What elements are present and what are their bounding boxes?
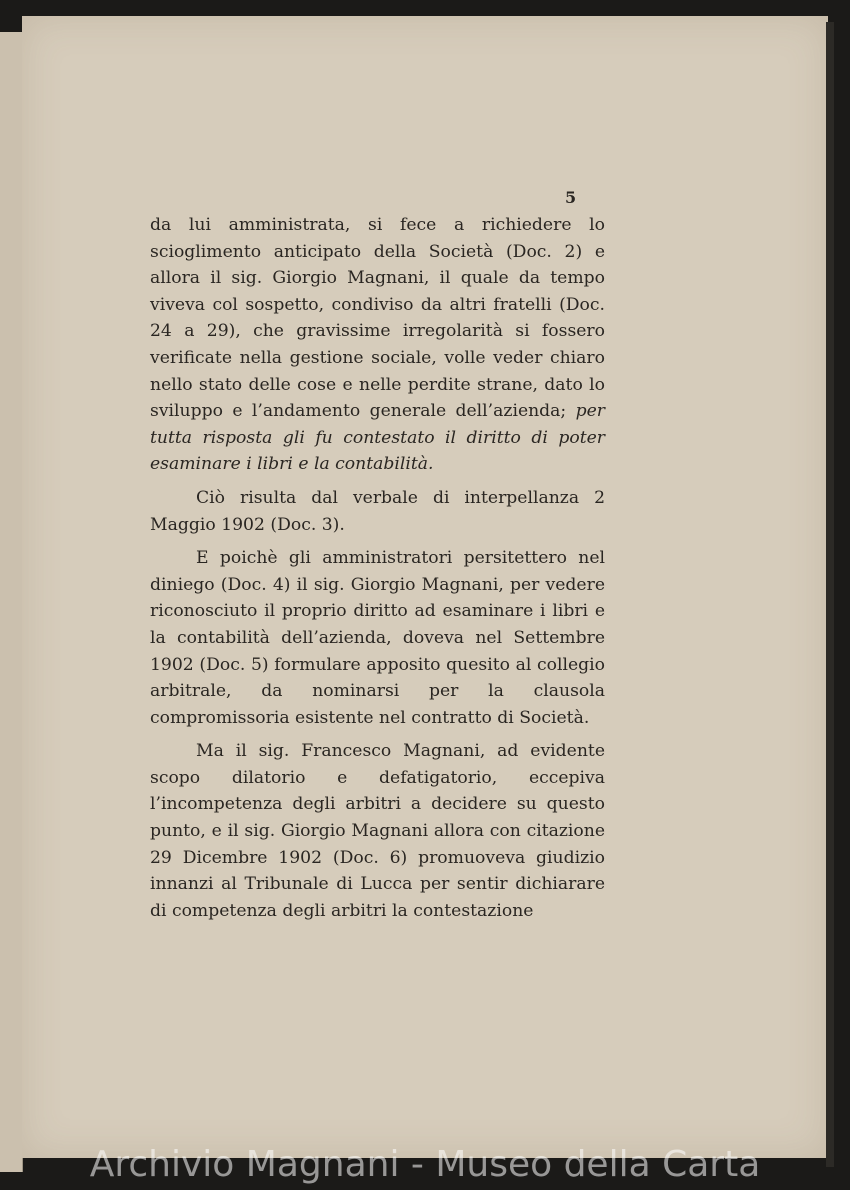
left-page-edge [0, 32, 23, 1172]
paragraph-4: Ma il sig. Francesco Magnani, ad evidente scopo dilatorio e defatigatorio, eccepiva l’incompetenza degli arbitri a decidere su questo punto, e il sig. Giorgio Magnani allora con citazione 29 Dicembre 1902 (Doc. 6) promuoveva giudizio innanzi al Tribunale di Lucca per sentir dichiarare di competenza degli arbitri la contestazione [150, 741, 605, 921]
paragraph-1 [150, 212, 605, 478]
paragraph-2: Ciò risulta dal verbale di interpellanza 2 Maggio 1902 (Doc. 3). [150, 487, 605, 535]
page-number: 5 [565, 188, 577, 207]
paragraph-3: E poichè gli amministratori persitettero nel diniego (Doc. 4) il sig. Giorgio Magnani, per vedere riconosciuto il proprio diritto ad esaminare i libri e la contabilità dell’azienda, doveva nel Settembre 1902 (Doc. 5) formulare apposito quesito al collegio arbitrale, da nominarsi per la clausola compromissoria esistente nel contratto di Società. [150, 548, 605, 728]
archive-watermark: Archivio Magnani - Museo della Carta [89, 1144, 761, 1185]
page-edge-shadow [826, 22, 834, 1167]
paragraph-1-text: da lui amministrata, si fece a richiedere lo scioglimento anticipato della Società (Doc. 2) e allora il sig. Giorgio Magnani, il quale da tempo viveva col sospetto, condiviso da altri fratelli (Doc. 24 a 29), che gravissime irregolarità si fossero verificate nella gestione sociale, volle veder chiaro nello stato delle cose e nelle perdite strane, dato lo sviluppo e l’andamento generale dell’azienda; [150, 215, 605, 422]
paragraph-1-italic: per tutta risposta gli fu contestato il diritto di poter esaminare i libri e la contabilità. [150, 401, 605, 475]
body-text [150, 212, 605, 931]
